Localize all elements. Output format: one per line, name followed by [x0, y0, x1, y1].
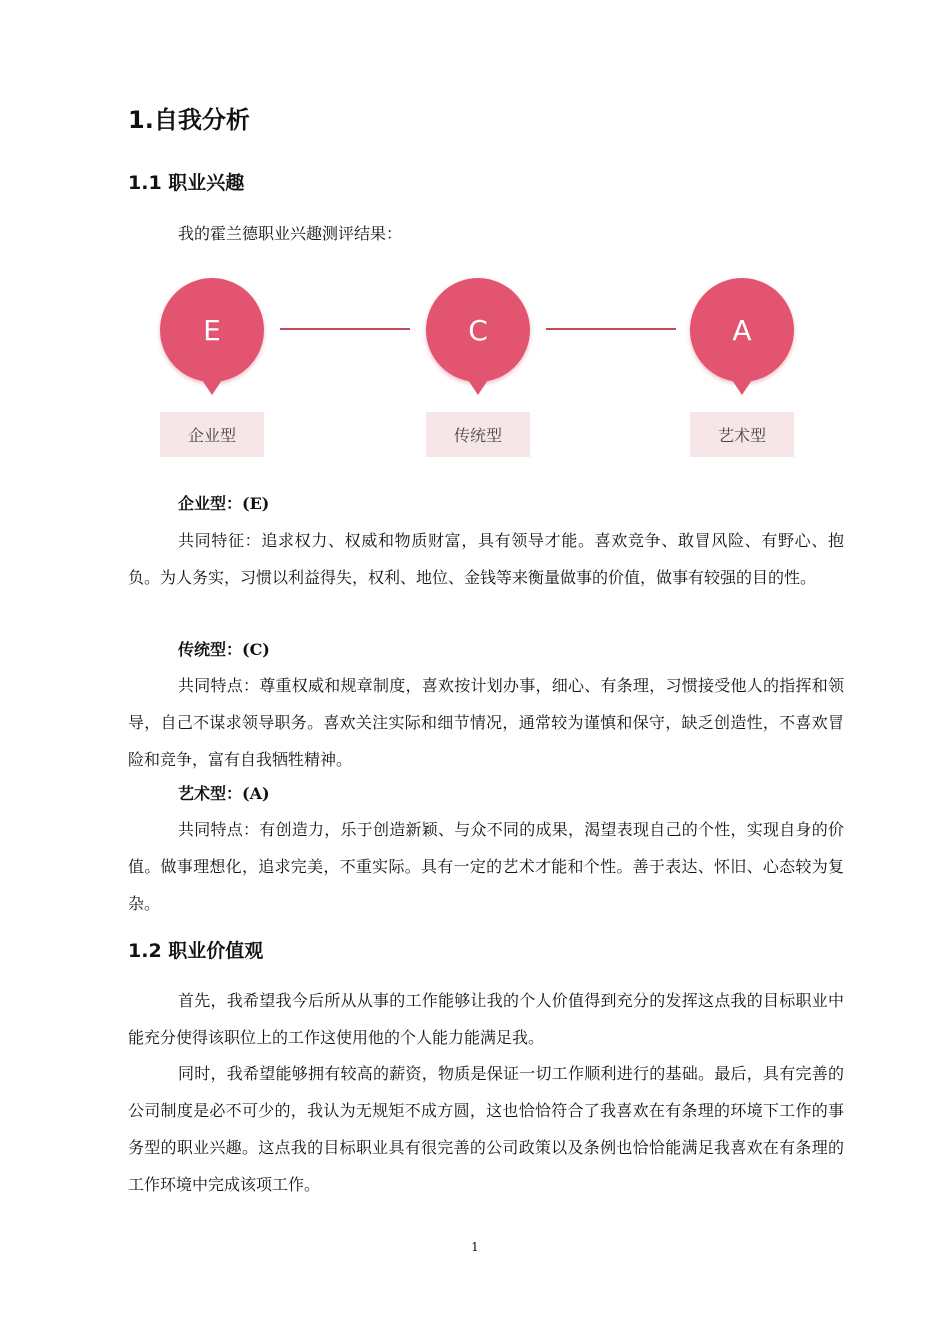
- heading-self-analysis: 1.自我分析: [128, 106, 250, 134]
- node-label: 艺术型: [690, 412, 794, 457]
- holland-intro: 我的霍兰德职业兴趣测评结果：: [178, 224, 403, 243]
- type-text-artistic: 共同特点：有创造力，乐于创造新颖、与众不同的成果，渴望表现自己的个性，实现自身的价值。做事理想化，追求完美，不重实际。具有一定的艺术才能和个性。善于表达、怀旧、心态较为复杂。: [128, 820, 844, 913]
- node-label: 企业型: [160, 412, 264, 457]
- type-heading-conventional: 传统型：(C): [178, 640, 270, 659]
- node-letter: C: [468, 313, 488, 347]
- holland-diagram: [160, 278, 800, 463]
- connector-line: [280, 328, 410, 330]
- connector-line: [546, 328, 676, 330]
- circle-badge: [690, 278, 794, 382]
- type-text-enterprising: 共同特征：追求权力、权威和物质财富，具有领导才能。喜欢竞争、敢冒风险、有野心、抱负。为人务实，习惯以利益得失，权利、地位、金钱等来衡量做事的价值，做事有较强的目的性。: [128, 531, 844, 587]
- values-paragraph: 同时，我希望能够拥有较高的薪资，物质是保证一切工作顺利进行的基础。最后，具有完善的公司制度是必不可少的，我认为无规矩不成方圆，这也恰恰符合了我喜欢在有条理的环境下工作的事务型的职业兴趣。这点我的目标职业具有很完善的公司政策以及条例也恰恰能满足我喜欢在有条理的工作环境中完成该项工作。: [128, 1064, 844, 1194]
- page-number: 1: [471, 1240, 479, 1254]
- pointer-triangle: [200, 377, 224, 395]
- circle-badge: [426, 278, 530, 382]
- heading-career-interest: 1.1 职业兴趣: [128, 172, 245, 194]
- values-paragraph: 首先，我希望我今后所从从事的工作能够让我的个人价值得到充分的发挥这点我的目标职业中能充分使得该职位上的工作这使用他的个人能力能满足我。: [128, 991, 844, 1047]
- node-letter: E: [203, 313, 221, 347]
- type-heading-artistic: 艺术型：(A): [178, 784, 270, 803]
- type-text-conventional: 共同特点：尊重权威和规章制度，喜欢按计划办事，细心、有条理，习惯接受他人的指挥和领导，自己不谋求领导职务。喜欢关注实际和细节情况，通常较为谨慎和保守，缺乏创造性，不喜欢冒险和竞争，富有自我牺牲精神。: [128, 676, 844, 769]
- node-label: 传统型: [426, 412, 530, 457]
- pointer-triangle: [730, 377, 754, 395]
- node-letter: A: [732, 313, 752, 347]
- type-heading-enterprising: 企业型：(E): [178, 494, 270, 513]
- circle-badge: [160, 278, 264, 382]
- heading-career-values: 1.2 职业价值观: [128, 940, 264, 962]
- pointer-triangle: [466, 377, 490, 395]
